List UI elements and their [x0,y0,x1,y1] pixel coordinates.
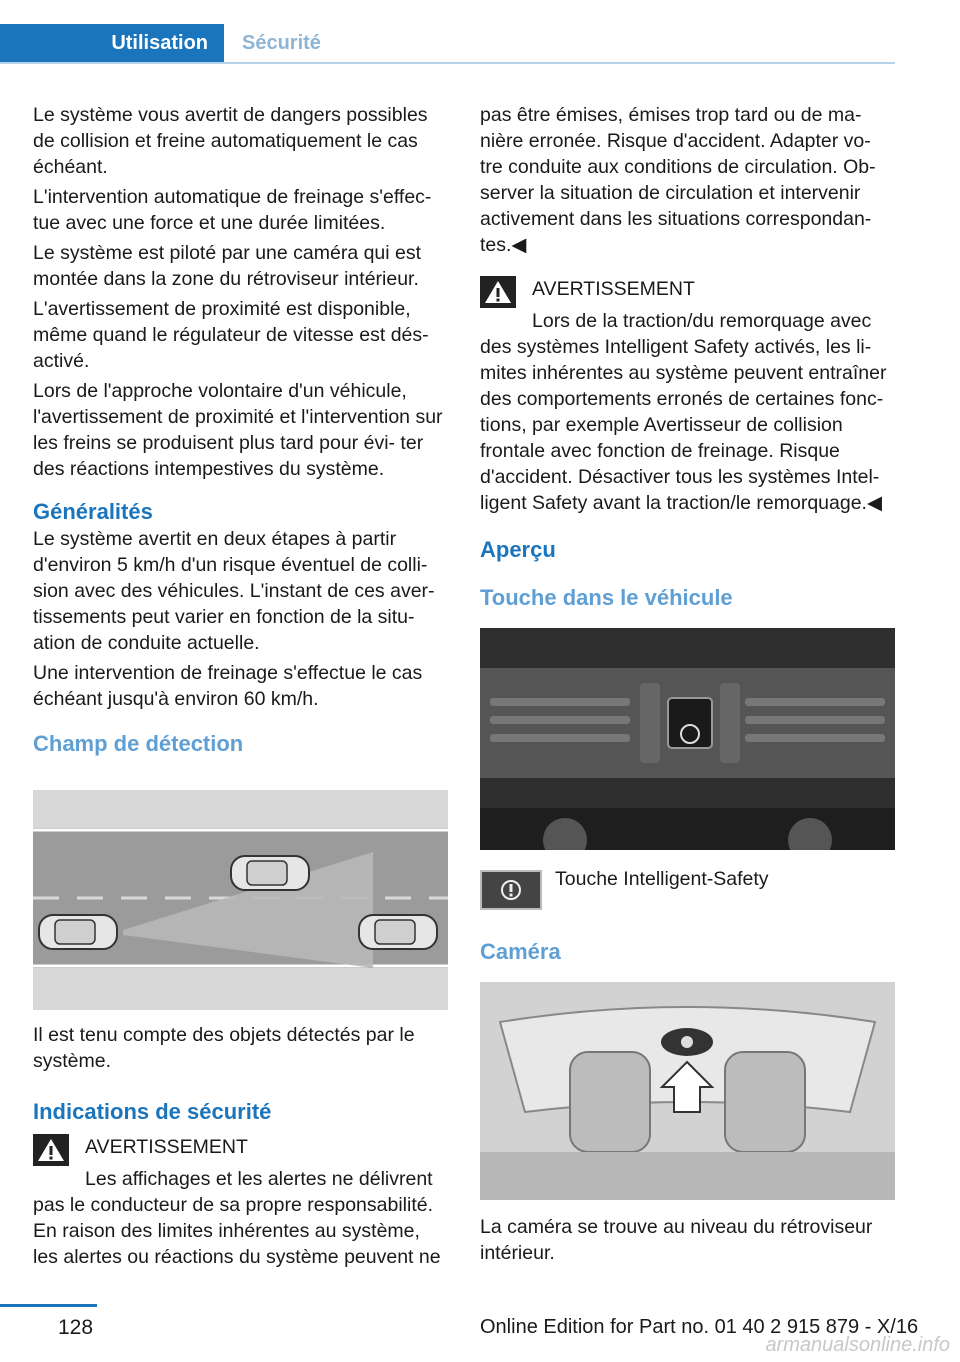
intro-paragraph-4: L'avertissement de proximité est disponible, même quand le régulateur de vitesse est dés‐ activé. [33,298,429,372]
warning-continued: pas être émises, émises trop tard ou de ma‐ nière erronée. Risque d'accident. Adapter vo‐ tre conduite aux conditions de circulation. Ob‐ server la situation de circulation et intervenir activement dans les situations correspondan‐ tes.◀ [480,104,876,256]
warning-title: AVERTISSEMENT [85,1136,248,1158]
tab-utilisation[interactable]: Utilisation [0,24,224,62]
heading-touche-vehicule: Touche dans le véhicule [480,585,733,610]
touche-label: Touche Intelligent-Safety [555,868,769,890]
intro-paragraph-3: Le système est piloté par une caméra qui est montée dans la zone du rétroviseur intérieur. [33,242,422,290]
warning-triangle-icon [480,276,516,308]
warning-block-right [480,276,895,516]
warning-text-rest: pas le conducteur de sa propre responsabilité. En raison des limites inhérentes au système, les alertes ou réactions du système peuvent ne [33,1194,441,1268]
detection-field-figure [33,790,448,1010]
intro-paragraph-1: Le système vous avertit de dangers possibles de collision et freine automatiquement le cas échéant. [33,104,428,178]
intro-paragraph-5: Lors de l'approche volontaire d'un véhicule, l'avertissement de proximité et l'intervention sur les freins se produisent plus tard pour évi‐ ter des réactions intempestives du système. [33,380,443,480]
touche-row [480,866,895,966]
tab-securite[interactable]: Sécurité [242,32,321,54]
dashboard-button-figure [480,628,895,850]
header-tabbar [0,24,895,64]
heading-champ-detection: Champ de détection [33,731,244,756]
intro-paragraph-2: L'intervention automatique de freinage s'effec‐ tue avec une force et une durée limitées. [33,186,432,234]
right-column-top [480,102,895,612]
watermark: armanualsonline.info [765,1334,950,1356]
camera-caption-block [480,1214,895,1270]
left-column-bottom [33,1022,448,1270]
car-ahead [231,856,309,890]
warning-text-first: Les affichages et les alertes ne délivrent [85,1168,433,1190]
warning-title: AVERTISSEMENT [532,278,695,300]
warning-text-rest: des systèmes Intelligent Safety activés, les li‐ mites inhérentes au système peuvent entraîner des comportements erronés de certaines fonc‐ tions, par exemple Avertisseur de collision frontale avec fonction de freinage. Risque d'accident. Désactiver tous les systèmes Intel‐ ligent Safety avant la traction/le remorquage.◀ [480,336,887,514]
camera-figure [480,982,895,1200]
heading-indications-securite: Indications de sécurité [33,1099,272,1124]
generalites-paragraph-2: Une intervention de freinage s'effectue le cas échéant jusqu'à environ 60 km/h. [33,662,423,710]
heading-generalites: Généralités [33,499,153,524]
car-front [359,915,437,949]
detection-caption: Il est tenu compte des objets détectés par le système. [33,1024,415,1072]
left-column-top [33,102,448,758]
safety-button-icon [480,870,542,910]
warning-triangle-icon [33,1134,69,1166]
car-own [39,915,117,949]
page-number: 128 [58,1316,94,1339]
warning-text-first: Lors de la traction/du remorquage avec [532,310,872,332]
generalites-paragraph-1: Le système avertit en deux étapes à partir d'environ 5 km/h d'un risque éventuel de colli‐ sion avec des véhicules. L'instant de ces aver‐ tissements peut varier en fonction de la situ‐ ation de conduite actuelle. [33,528,435,654]
footer-rule [0,1304,97,1307]
heading-camera: Caméra [480,939,561,964]
heading-apercu: Aperçu [480,537,556,562]
camera-caption: La caméra se trouve au niveau du rétroviseur intérieur. [480,1216,873,1264]
warning-block-left [33,1134,448,1270]
edition-text: Online Edition for Part no. 01 40 2 915 879 - X/16 [480,1316,919,1338]
